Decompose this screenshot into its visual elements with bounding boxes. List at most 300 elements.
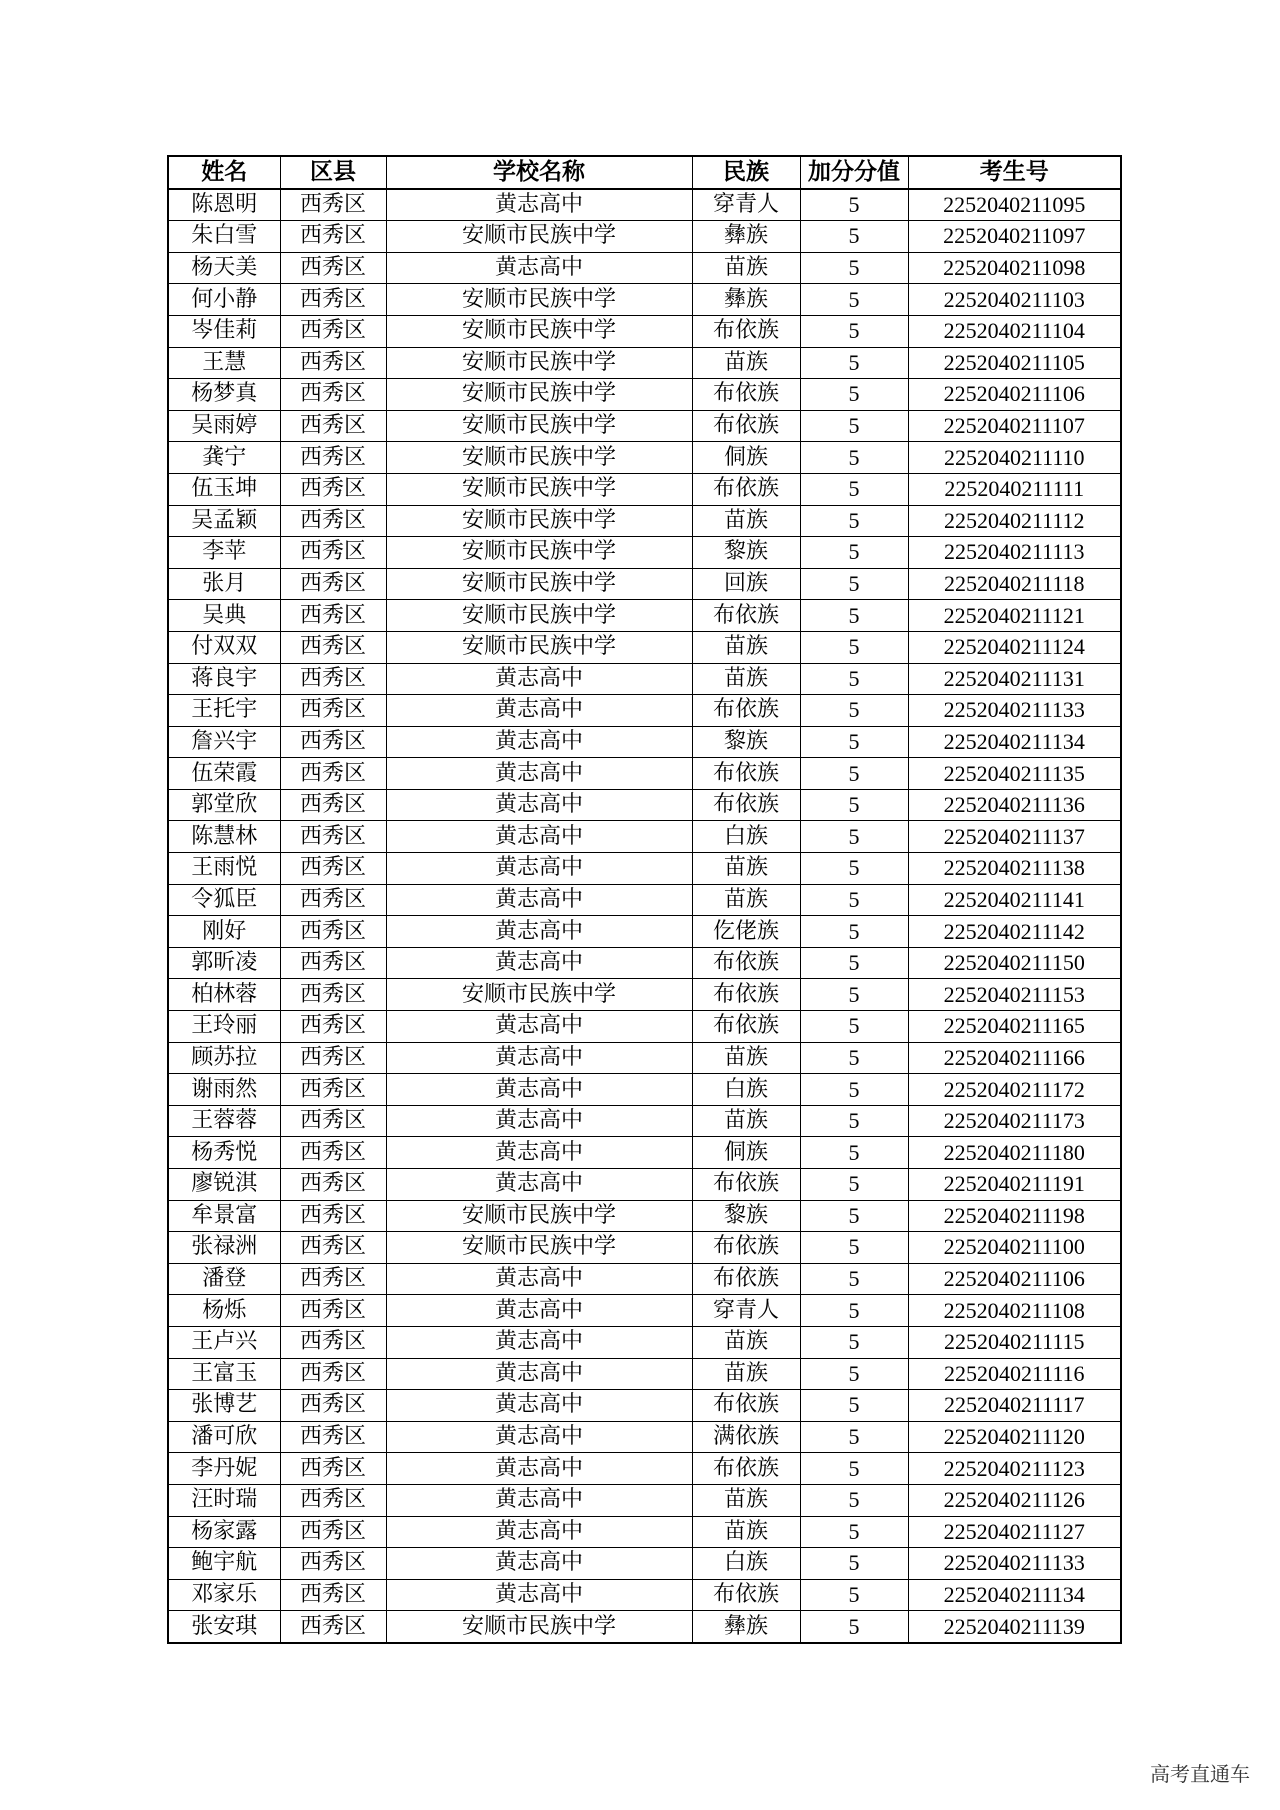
header-ethnicity: 民族 bbox=[692, 156, 800, 189]
cell-district: 西秀区 bbox=[280, 537, 386, 569]
cell-school: 黄志高中 bbox=[386, 1042, 692, 1074]
cell-district: 西秀区 bbox=[280, 600, 386, 632]
cell-school: 安顺市民族中学 bbox=[386, 537, 692, 569]
cell-ethnicity: 仡佬族 bbox=[692, 916, 800, 948]
cell-exam-id: 2252040211142 bbox=[908, 916, 1121, 948]
cell-school: 安顺市民族中学 bbox=[386, 284, 692, 316]
cell-ethnicity: 布依族 bbox=[692, 473, 800, 505]
cell-school: 黄志高中 bbox=[386, 695, 692, 727]
table-row bbox=[168, 252, 1121, 284]
table-header bbox=[168, 156, 1121, 189]
cell-bonus: 5 bbox=[800, 1579, 908, 1611]
cell-ethnicity: 苗族 bbox=[692, 1516, 800, 1548]
cell-name: 杨天美 bbox=[168, 252, 280, 284]
table-row bbox=[168, 1548, 1121, 1580]
table-row bbox=[168, 1390, 1121, 1422]
header-district: 区县 bbox=[280, 156, 386, 189]
table-row bbox=[168, 505, 1121, 537]
cell-exam-id: 2252040211165 bbox=[908, 1011, 1121, 1043]
cell-school: 安顺市民族中学 bbox=[386, 1200, 692, 1232]
cell-name: 张博艺 bbox=[168, 1390, 280, 1422]
cell-school: 黄志高中 bbox=[386, 1579, 692, 1611]
cell-school: 安顺市民族中学 bbox=[386, 410, 692, 442]
cell-exam-id: 2252040211104 bbox=[908, 315, 1121, 347]
cell-exam-id: 2252040211134 bbox=[908, 1579, 1121, 1611]
cell-exam-id: 2252040211133 bbox=[908, 1548, 1121, 1580]
cell-ethnicity: 侗族 bbox=[692, 442, 800, 474]
cell-bonus: 5 bbox=[800, 410, 908, 442]
cell-name: 王蓉蓉 bbox=[168, 1105, 280, 1137]
table-row bbox=[168, 1200, 1121, 1232]
cell-school: 黄志高中 bbox=[386, 252, 692, 284]
header-exam-id: 考生号 bbox=[908, 156, 1121, 189]
cell-bonus: 5 bbox=[800, 1453, 908, 1485]
table-row bbox=[168, 853, 1121, 885]
cell-bonus: 5 bbox=[800, 189, 908, 221]
cell-name: 陈慧林 bbox=[168, 821, 280, 853]
cell-name: 张安琪 bbox=[168, 1611, 280, 1643]
cell-ethnicity: 白族 bbox=[692, 1548, 800, 1580]
cell-district: 西秀区 bbox=[280, 284, 386, 316]
cell-district: 西秀区 bbox=[280, 1105, 386, 1137]
cell-exam-id: 2252040211105 bbox=[908, 347, 1121, 379]
cell-name: 郭堂欣 bbox=[168, 789, 280, 821]
cell-district: 西秀区 bbox=[280, 1611, 386, 1643]
table-row bbox=[168, 1105, 1121, 1137]
cell-bonus: 5 bbox=[800, 631, 908, 663]
cell-bonus: 5 bbox=[800, 1358, 908, 1390]
table-row bbox=[168, 1358, 1121, 1390]
cell-school: 黄志高中 bbox=[386, 1358, 692, 1390]
cell-school: 安顺市民族中学 bbox=[386, 1611, 692, 1643]
cell-name: 岑佳莉 bbox=[168, 315, 280, 347]
cell-school: 黄志高中 bbox=[386, 1105, 692, 1137]
cell-name: 何小静 bbox=[168, 284, 280, 316]
cell-name: 牟景富 bbox=[168, 1200, 280, 1232]
cell-name: 郭昕凌 bbox=[168, 947, 280, 979]
table-row bbox=[168, 821, 1121, 853]
cell-exam-id: 2252040211191 bbox=[908, 1169, 1121, 1201]
cell-name: 詹兴宇 bbox=[168, 726, 280, 758]
table-row bbox=[168, 1042, 1121, 1074]
cell-name: 龚宁 bbox=[168, 442, 280, 474]
cell-exam-id: 2252040211123 bbox=[908, 1453, 1121, 1485]
cell-bonus: 5 bbox=[800, 347, 908, 379]
cell-name: 潘可欣 bbox=[168, 1421, 280, 1453]
cell-exam-id: 2252040211131 bbox=[908, 663, 1121, 695]
cell-district: 西秀区 bbox=[280, 347, 386, 379]
cell-ethnicity: 苗族 bbox=[692, 853, 800, 885]
cell-district: 西秀区 bbox=[280, 505, 386, 537]
cell-bonus: 5 bbox=[800, 505, 908, 537]
cell-bonus: 5 bbox=[800, 663, 908, 695]
cell-district: 西秀区 bbox=[280, 1358, 386, 1390]
cell-exam-id: 2252040211100 bbox=[908, 1232, 1121, 1264]
cell-school: 安顺市民族中学 bbox=[386, 315, 692, 347]
cell-ethnicity: 白族 bbox=[692, 821, 800, 853]
cell-district: 西秀区 bbox=[280, 1295, 386, 1327]
cell-school: 黄志高中 bbox=[386, 663, 692, 695]
cell-exam-id: 2252040211180 bbox=[908, 1137, 1121, 1169]
cell-school: 黄志高中 bbox=[386, 1421, 692, 1453]
cell-bonus: 5 bbox=[800, 1137, 908, 1169]
cell-bonus: 5 bbox=[800, 821, 908, 853]
cell-exam-id: 2252040211115 bbox=[908, 1326, 1121, 1358]
cell-ethnicity: 布依族 bbox=[692, 600, 800, 632]
cell-bonus: 5 bbox=[800, 695, 908, 727]
cell-exam-id: 2252040211166 bbox=[908, 1042, 1121, 1074]
cell-name: 顾苏拉 bbox=[168, 1042, 280, 1074]
cell-ethnicity: 黎族 bbox=[692, 537, 800, 569]
cell-ethnicity: 布依族 bbox=[692, 1390, 800, 1422]
cell-district: 西秀区 bbox=[280, 1579, 386, 1611]
cell-name: 王雨悦 bbox=[168, 853, 280, 885]
cell-exam-id: 2252040211095 bbox=[908, 189, 1121, 221]
cell-exam-id: 2252040211127 bbox=[908, 1516, 1121, 1548]
cell-exam-id: 2252040211141 bbox=[908, 884, 1121, 916]
table-row bbox=[168, 600, 1121, 632]
cell-district: 西秀区 bbox=[280, 1263, 386, 1295]
cell-exam-id: 2252040211097 bbox=[908, 221, 1121, 253]
cell-name: 李丹妮 bbox=[168, 1453, 280, 1485]
cell-school: 黄志高中 bbox=[386, 1011, 692, 1043]
cell-bonus: 5 bbox=[800, 1390, 908, 1422]
cell-ethnicity: 苗族 bbox=[692, 884, 800, 916]
table-row bbox=[168, 537, 1121, 569]
cell-bonus: 5 bbox=[800, 1200, 908, 1232]
watermark: 高考直通车 bbox=[1150, 1762, 1250, 1786]
cell-bonus: 5 bbox=[800, 600, 908, 632]
cell-exam-id: 2252040211173 bbox=[908, 1105, 1121, 1137]
cell-ethnicity: 黎族 bbox=[692, 726, 800, 758]
cell-bonus: 5 bbox=[800, 315, 908, 347]
cell-name: 张月 bbox=[168, 568, 280, 600]
cell-school: 安顺市民族中学 bbox=[386, 505, 692, 537]
cell-school: 黄志高中 bbox=[386, 1453, 692, 1485]
cell-district: 西秀区 bbox=[280, 410, 386, 442]
table-row bbox=[168, 1579, 1121, 1611]
cell-bonus: 5 bbox=[800, 442, 908, 474]
header-bonus: 加分分值 bbox=[800, 156, 908, 189]
table-row bbox=[168, 1011, 1121, 1043]
cell-ethnicity: 白族 bbox=[692, 1074, 800, 1106]
cell-district: 西秀区 bbox=[280, 1516, 386, 1548]
cell-ethnicity: 苗族 bbox=[692, 347, 800, 379]
table-row bbox=[168, 1263, 1121, 1295]
bonus-roster-table bbox=[167, 155, 1122, 1644]
cell-district: 西秀区 bbox=[280, 916, 386, 948]
cell-bonus: 5 bbox=[800, 758, 908, 790]
table-row bbox=[168, 1326, 1121, 1358]
table-row bbox=[168, 758, 1121, 790]
cell-name: 蒋良宇 bbox=[168, 663, 280, 695]
cell-bonus: 5 bbox=[800, 1169, 908, 1201]
header-name: 姓名 bbox=[168, 156, 280, 189]
cell-bonus: 5 bbox=[800, 284, 908, 316]
table-row bbox=[168, 789, 1121, 821]
cell-exam-id: 2252040211133 bbox=[908, 695, 1121, 727]
cell-exam-id: 2252040211113 bbox=[908, 537, 1121, 569]
cell-ethnicity: 苗族 bbox=[692, 505, 800, 537]
cell-name: 王玲丽 bbox=[168, 1011, 280, 1043]
cell-name: 邓家乐 bbox=[168, 1579, 280, 1611]
cell-exam-id: 2252040211118 bbox=[908, 568, 1121, 600]
cell-district: 西秀区 bbox=[280, 1137, 386, 1169]
cell-bonus: 5 bbox=[800, 1326, 908, 1358]
cell-ethnicity: 布依族 bbox=[692, 789, 800, 821]
cell-ethnicity: 布依族 bbox=[692, 947, 800, 979]
cell-school: 黄志高中 bbox=[386, 1263, 692, 1295]
cell-school: 黄志高中 bbox=[386, 853, 692, 885]
cell-name: 朱白雪 bbox=[168, 221, 280, 253]
cell-ethnicity: 布依族 bbox=[692, 1579, 800, 1611]
cell-school: 安顺市民族中学 bbox=[386, 442, 692, 474]
table-row bbox=[168, 347, 1121, 379]
cell-ethnicity: 布依族 bbox=[692, 379, 800, 411]
cell-name: 杨秀悦 bbox=[168, 1137, 280, 1169]
cell-ethnicity: 布依族 bbox=[692, 979, 800, 1011]
cell-ethnicity: 布依族 bbox=[692, 758, 800, 790]
cell-school: 安顺市民族中学 bbox=[386, 379, 692, 411]
cell-ethnicity: 苗族 bbox=[692, 1105, 800, 1137]
cell-ethnicity: 布依族 bbox=[692, 1453, 800, 1485]
cell-ethnicity: 布依族 bbox=[692, 695, 800, 727]
cell-bonus: 5 bbox=[800, 1421, 908, 1453]
cell-ethnicity: 彝族 bbox=[692, 284, 800, 316]
cell-bonus: 5 bbox=[800, 884, 908, 916]
cell-school: 黄志高中 bbox=[386, 1295, 692, 1327]
cell-district: 西秀区 bbox=[280, 1232, 386, 1264]
cell-district: 西秀区 bbox=[280, 1453, 386, 1485]
cell-district: 西秀区 bbox=[280, 663, 386, 695]
cell-exam-id: 2252040211116 bbox=[908, 1358, 1121, 1390]
cell-exam-id: 2252040211103 bbox=[908, 284, 1121, 316]
cell-name: 张禄洲 bbox=[168, 1232, 280, 1264]
table-row bbox=[168, 695, 1121, 727]
cell-exam-id: 2252040211137 bbox=[908, 821, 1121, 853]
cell-exam-id: 2252040211111 bbox=[908, 473, 1121, 505]
cell-school: 黄志高中 bbox=[386, 189, 692, 221]
cell-ethnicity: 满依族 bbox=[692, 1421, 800, 1453]
cell-name: 鲍宇航 bbox=[168, 1548, 280, 1580]
cell-bonus: 5 bbox=[800, 1516, 908, 1548]
cell-school: 黄志高中 bbox=[386, 821, 692, 853]
cell-ethnicity: 苗族 bbox=[692, 1042, 800, 1074]
cell-bonus: 5 bbox=[800, 1548, 908, 1580]
cell-bonus: 5 bbox=[800, 1074, 908, 1106]
table-row bbox=[168, 979, 1121, 1011]
cell-name: 伍荣霞 bbox=[168, 758, 280, 790]
cell-school: 黄志高中 bbox=[386, 1169, 692, 1201]
cell-ethnicity: 布依族 bbox=[692, 410, 800, 442]
table-row bbox=[168, 442, 1121, 474]
header-school: 学校名称 bbox=[386, 156, 692, 189]
table-row bbox=[168, 1484, 1121, 1516]
cell-school: 安顺市民族中学 bbox=[386, 473, 692, 505]
table-row bbox=[168, 663, 1121, 695]
cell-name: 陈恩明 bbox=[168, 189, 280, 221]
cell-ethnicity: 布依族 bbox=[692, 1169, 800, 1201]
cell-school: 安顺市民族中学 bbox=[386, 979, 692, 1011]
cell-name: 吴孟颖 bbox=[168, 505, 280, 537]
table-row bbox=[168, 916, 1121, 948]
cell-ethnicity: 黎族 bbox=[692, 1200, 800, 1232]
cell-ethnicity: 布依族 bbox=[692, 1263, 800, 1295]
table-row bbox=[168, 1137, 1121, 1169]
cell-district: 西秀区 bbox=[280, 979, 386, 1011]
cell-name: 杨烁 bbox=[168, 1295, 280, 1327]
cell-name: 杨家露 bbox=[168, 1516, 280, 1548]
cell-ethnicity: 布依族 bbox=[692, 315, 800, 347]
cell-exam-id: 2252040211126 bbox=[908, 1484, 1121, 1516]
cell-name: 廖锐淇 bbox=[168, 1169, 280, 1201]
cell-district: 西秀区 bbox=[280, 1421, 386, 1453]
cell-exam-id: 2252040211134 bbox=[908, 726, 1121, 758]
cell-name: 汪时瑞 bbox=[168, 1484, 280, 1516]
table-row bbox=[168, 1169, 1121, 1201]
cell-name: 令狐臣 bbox=[168, 884, 280, 916]
cell-district: 西秀区 bbox=[280, 1011, 386, 1043]
cell-bonus: 5 bbox=[800, 789, 908, 821]
cell-name: 王慧 bbox=[168, 347, 280, 379]
cell-district: 西秀区 bbox=[280, 726, 386, 758]
cell-exam-id: 2252040211108 bbox=[908, 1295, 1121, 1327]
cell-bonus: 5 bbox=[800, 1232, 908, 1264]
cell-bonus: 5 bbox=[800, 221, 908, 253]
cell-school: 黄志高中 bbox=[386, 1074, 692, 1106]
cell-exam-id: 2252040211139 bbox=[908, 1611, 1121, 1643]
cell-name: 刚好 bbox=[168, 916, 280, 948]
cell-bonus: 5 bbox=[800, 379, 908, 411]
table-row bbox=[168, 1295, 1121, 1327]
table-row bbox=[168, 631, 1121, 663]
cell-district: 西秀区 bbox=[280, 221, 386, 253]
cell-name: 王托宇 bbox=[168, 695, 280, 727]
table-row bbox=[168, 1611, 1121, 1643]
cell-school: 安顺市民族中学 bbox=[386, 1232, 692, 1264]
cell-ethnicity: 布依族 bbox=[692, 1011, 800, 1043]
cell-bonus: 5 bbox=[800, 916, 908, 948]
table-row bbox=[168, 1421, 1121, 1453]
cell-bonus: 5 bbox=[800, 537, 908, 569]
cell-ethnicity: 穿青人 bbox=[692, 1295, 800, 1327]
cell-ethnicity: 苗族 bbox=[692, 1326, 800, 1358]
cell-name: 谢雨然 bbox=[168, 1074, 280, 1106]
cell-ethnicity: 苗族 bbox=[692, 1358, 800, 1390]
cell-school: 安顺市民族中学 bbox=[386, 221, 692, 253]
cell-bonus: 5 bbox=[800, 252, 908, 284]
table-row bbox=[168, 947, 1121, 979]
cell-district: 西秀区 bbox=[280, 1169, 386, 1201]
cell-exam-id: 2252040211117 bbox=[908, 1390, 1121, 1422]
roster-sheet bbox=[167, 155, 1120, 1644]
cell-ethnicity: 彝族 bbox=[692, 1611, 800, 1643]
table-row bbox=[168, 1453, 1121, 1485]
cell-bonus: 5 bbox=[800, 947, 908, 979]
table-row bbox=[168, 315, 1121, 347]
table-body bbox=[168, 189, 1121, 1643]
cell-district: 西秀区 bbox=[280, 1390, 386, 1422]
cell-ethnicity: 回族 bbox=[692, 568, 800, 600]
cell-school: 黄志高中 bbox=[386, 1484, 692, 1516]
table-row bbox=[168, 473, 1121, 505]
cell-name: 吴雨婷 bbox=[168, 410, 280, 442]
cell-district: 西秀区 bbox=[280, 189, 386, 221]
cell-bonus: 5 bbox=[800, 853, 908, 885]
cell-district: 西秀区 bbox=[280, 947, 386, 979]
table-row bbox=[168, 726, 1121, 758]
cell-name: 吴典 bbox=[168, 600, 280, 632]
cell-district: 西秀区 bbox=[280, 789, 386, 821]
cell-bonus: 5 bbox=[800, 1263, 908, 1295]
cell-school: 安顺市民族中学 bbox=[386, 347, 692, 379]
cell-ethnicity: 苗族 bbox=[692, 663, 800, 695]
cell-district: 西秀区 bbox=[280, 442, 386, 474]
table-row bbox=[168, 1074, 1121, 1106]
cell-name: 伍玉坤 bbox=[168, 473, 280, 505]
cell-name: 潘登 bbox=[168, 1263, 280, 1295]
cell-school: 安顺市民族中学 bbox=[386, 600, 692, 632]
cell-school: 黄志高中 bbox=[386, 1390, 692, 1422]
cell-ethnicity: 侗族 bbox=[692, 1137, 800, 1169]
cell-district: 西秀区 bbox=[280, 631, 386, 663]
cell-school: 黄志高中 bbox=[386, 1516, 692, 1548]
cell-bonus: 5 bbox=[800, 1105, 908, 1137]
cell-school: 黄志高中 bbox=[386, 789, 692, 821]
table-row bbox=[168, 189, 1121, 221]
cell-school: 黄志高中 bbox=[386, 1326, 692, 1358]
cell-exam-id: 2252040211198 bbox=[908, 1200, 1121, 1232]
cell-exam-id: 2252040211136 bbox=[908, 789, 1121, 821]
cell-exam-id: 2252040211138 bbox=[908, 853, 1121, 885]
cell-school: 安顺市民族中学 bbox=[386, 568, 692, 600]
cell-exam-id: 2252040211110 bbox=[908, 442, 1121, 474]
cell-bonus: 5 bbox=[800, 1011, 908, 1043]
cell-school: 黄志高中 bbox=[386, 1548, 692, 1580]
cell-school: 黄志高中 bbox=[386, 916, 692, 948]
table-row bbox=[168, 1516, 1121, 1548]
cell-district: 西秀区 bbox=[280, 1326, 386, 1358]
cell-name: 王卢兴 bbox=[168, 1326, 280, 1358]
table-row bbox=[168, 568, 1121, 600]
cell-name: 王富玉 bbox=[168, 1358, 280, 1390]
cell-district: 西秀区 bbox=[280, 473, 386, 505]
cell-ethnicity: 苗族 bbox=[692, 631, 800, 663]
table-row bbox=[168, 221, 1121, 253]
cell-ethnicity: 苗族 bbox=[692, 1484, 800, 1516]
cell-name: 付双双 bbox=[168, 631, 280, 663]
cell-district: 西秀区 bbox=[280, 695, 386, 727]
cell-name: 杨梦真 bbox=[168, 379, 280, 411]
cell-district: 西秀区 bbox=[280, 821, 386, 853]
cell-exam-id: 2252040211135 bbox=[908, 758, 1121, 790]
cell-district: 西秀区 bbox=[280, 853, 386, 885]
cell-school: 黄志高中 bbox=[386, 758, 692, 790]
cell-exam-id: 2252040211172 bbox=[908, 1074, 1121, 1106]
cell-district: 西秀区 bbox=[280, 1200, 386, 1232]
cell-exam-id: 2252040211106 bbox=[908, 379, 1121, 411]
cell-bonus: 5 bbox=[800, 1042, 908, 1074]
cell-name: 李苹 bbox=[168, 537, 280, 569]
table-row bbox=[168, 1232, 1121, 1264]
cell-school: 黄志高中 bbox=[386, 726, 692, 758]
table-row bbox=[168, 410, 1121, 442]
cell-bonus: 5 bbox=[800, 1295, 908, 1327]
cell-exam-id: 2252040211121 bbox=[908, 600, 1121, 632]
cell-district: 西秀区 bbox=[280, 1074, 386, 1106]
cell-school: 黄志高中 bbox=[386, 884, 692, 916]
cell-school: 黄志高中 bbox=[386, 1137, 692, 1169]
